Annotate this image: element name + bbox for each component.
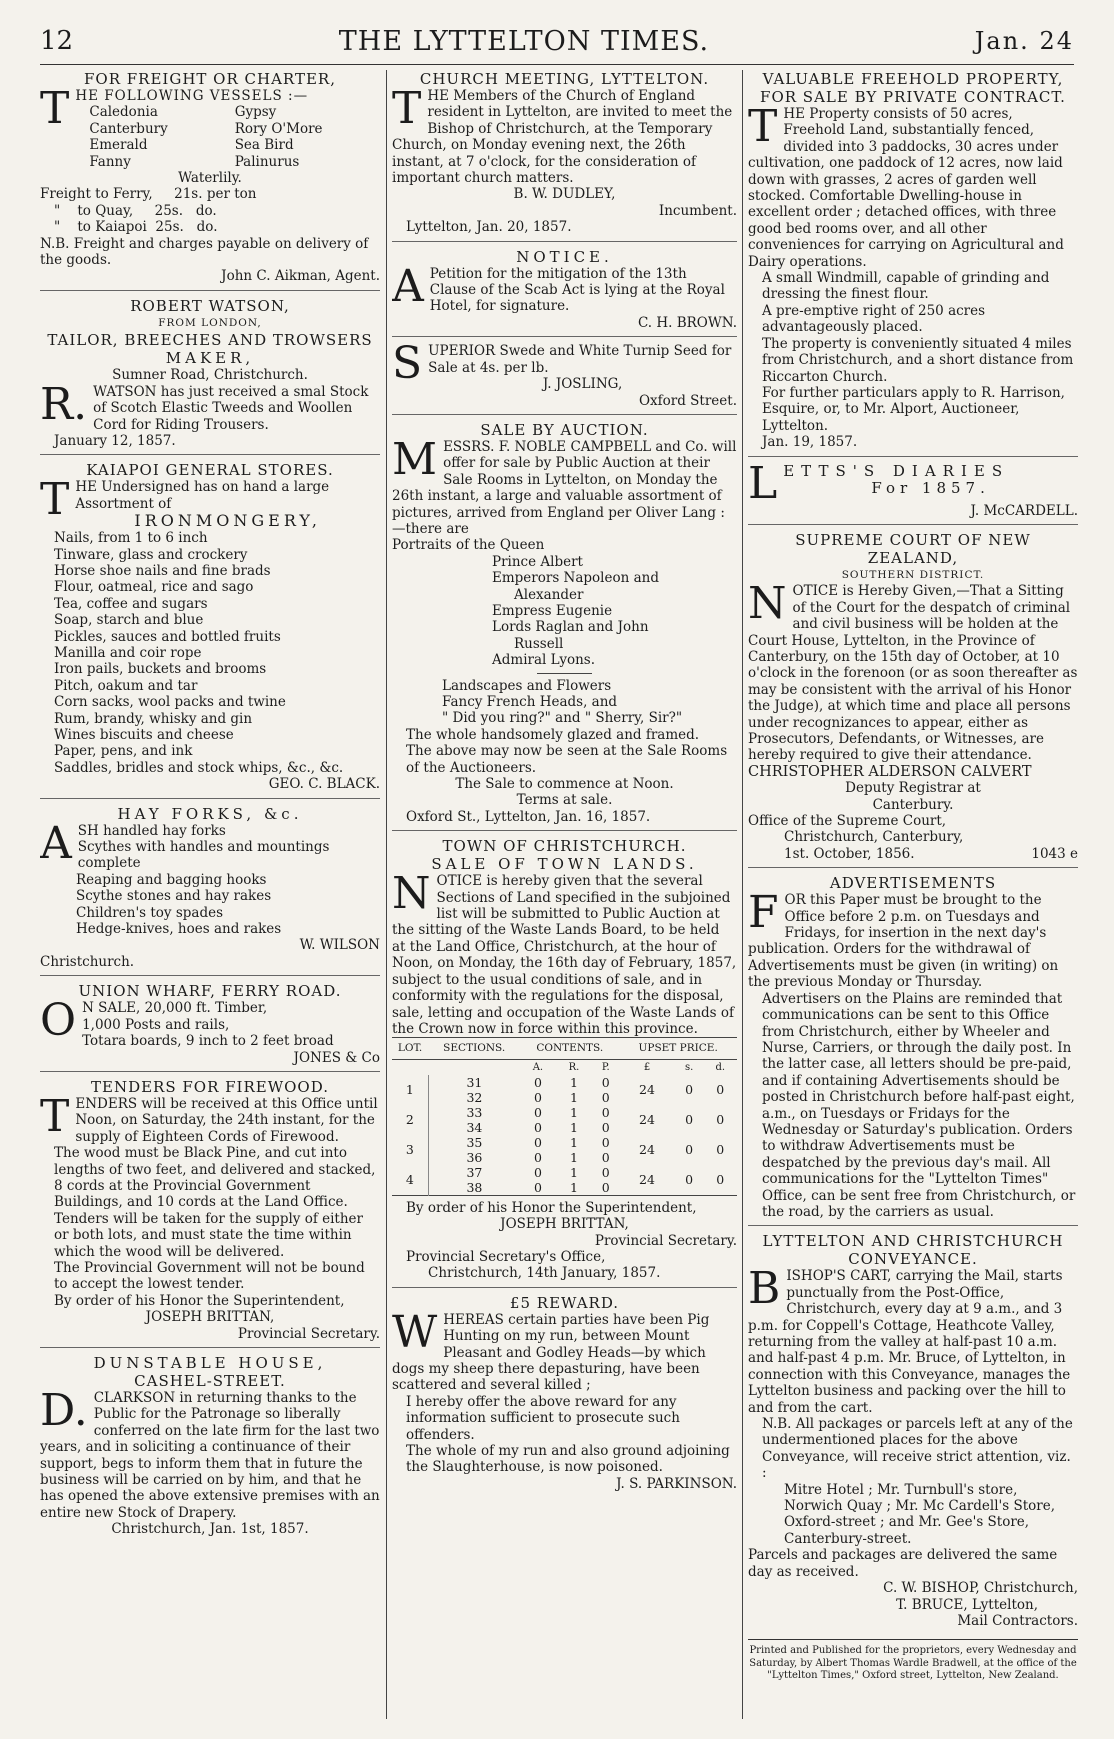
price-pounds: 24 [639,1112,655,1128]
date: 1st. October, 1856. [784,845,915,862]
acres: 0 [533,1164,542,1180]
list-item: Nails, from 1 to 6 inch [54,530,208,547]
vessel: Caledonia [89,104,158,121]
list-item: Emperors Napoleon and [492,570,659,587]
issue-date: Jan. 24 [974,27,1074,55]
lot-number: 2 [392,1105,428,1135]
acres: 0 [533,1179,542,1195]
list-item: Paper, pens, and ink [54,743,193,760]
section-number: 35 [466,1134,483,1150]
separator [748,524,1078,525]
freight-rate: Freight to Ferry, 21s. per ton [40,186,257,203]
table-header: LOT. [392,1038,428,1059]
separator [748,456,1078,457]
price-shillings: 0 [685,1172,694,1188]
ad-body: Tenders will be taken for the supply of either or both lots, and must state the time within which the wood will be delivered. [54,1210,363,1260]
ad-line: ETTS'S DIARIES [783,461,1010,480]
list-item: Pickles, sauces and bottled fruits [54,628,281,645]
separator [40,1347,380,1348]
imprint: Printed and Published for the proprietors, every Wednesday and Saturday, by Albert Thomas Wardle Bradwell, at the office of the "Lyttelton Times," Oxford street, Lyttelton, New Zealand. [748,1639,1078,1683]
ad-body: HE Members of the Church of England resident in Lyttelton, are invited to meet the Bishop of Christchurch, at the Temporary Church, on Monday evening next, the 26th instant, at 7 o'clock, for the consideration of important church matters. [392,88,733,187]
signature: JOSEPH BRITTAN, [145,1309,275,1326]
date: Christchurch, 14th January, 1857. [428,1265,661,1282]
acres: 0 [533,1134,542,1150]
ad-heading: LYTTELTON AND CHRISTCHURCH [762,1232,1064,1251]
drop-cap: F [748,887,779,939]
roods: 1 [569,1074,578,1090]
ad-reward [392,1294,737,1492]
ad-heading: UNION WHARF, FERRY ROAD. [78,982,342,1001]
ad-notice-scab-act [392,248,737,332]
signature: JONES & Co [293,1049,380,1066]
table-row [392,1165,737,1180]
ad-body: ESSRS. F. NOBLE CAMPBELL and Co. will offer for sale by Public Auction at their Sale Rooms in Lyttelton, on Monday the 26th instant, a large and valuable assortment of pictures, arrived from England per Oliver Lang :—there are [392,438,737,537]
drop-cap: N [392,868,431,920]
ad-body: A pre-emptive right of 250 acres advantageously placed. [762,302,986,336]
ad-heading: FOR SALE BY PRIVATE CONTRACT. [760,88,1066,106]
ad-heading: £5 REWARD. [509,1293,620,1312]
freight-rate: " to Quay, 25s. do. [54,202,217,219]
section-number: 31 [466,1074,483,1090]
list-item: Rum, brandy, whisky and gin [54,710,253,727]
price-pence: 0 [716,1142,725,1158]
signature: CHRISTOPHER ALDERSON CALVERT [748,763,1032,780]
separator [748,1225,1078,1226]
vessel: Palinurus [234,153,300,170]
price-shillings: 0 [685,1142,694,1158]
signature: J. JOSLING, [542,376,623,393]
drop-cap: N [748,578,787,630]
separator [537,673,592,674]
ad-heading: DUNSTABLE HOUSE, [93,1354,327,1372]
price-pence: 0 [716,1112,725,1128]
unit-label: P. [601,1061,610,1073]
drop-cap: W [392,1306,438,1358]
ad-heading: ADVERTISEMENTS [829,874,997,893]
ad-advertisements [748,874,1078,1220]
list-item: Russell [514,635,564,652]
list-item: Flour, oatmeal, rice and sago [54,579,254,596]
ad-body: Parcels and packages are delivered the same day as received. [748,1547,1058,1580]
ad-body: UPERIOR Swede and White Turnip Seed for Sale at 4s. per lb. [428,343,732,376]
ad-body: A small Windmill, capable of grinding and dressing the finest flour. [762,270,1050,303]
list-item: Lords Raglan and John [492,619,649,636]
signature: J. McCARDELL. [970,502,1078,519]
signature-title: Canterbury. [872,796,954,813]
separator [748,867,1078,868]
price-pence: 0 [716,1082,725,1098]
ad-union-wharf [40,982,380,1066]
list-item: Soap, starch and blue [54,612,204,629]
ad-freight [40,70,380,285]
separator [40,1071,380,1072]
price-shillings: 0 [685,1082,694,1098]
roods: 1 [569,1134,578,1150]
separator [40,290,380,291]
vessel: Waterlily. [178,170,242,187]
ad-body: I hereby offer the above reward for any information sufficient to prosecute such offenders. [406,1393,680,1443]
ad-body: The whole of my run and also ground adjoining the Slaughterhouse, is now poisoned. [406,1443,730,1476]
page-number: 12 [40,26,74,56]
list-item: Alexander [514,586,584,603]
list-item: Tinware, glass and crockery [54,546,248,563]
ad-body: Advertisers on the Plains are reminded that communications can be sent to this Office from Christchurch, either by Wheeler and Nurse, Carriers, or through the daily post. In the latter case, all letters should be pre-paid, and if containing Advertisements should be posted in Christchurch before half-past eight, a.m., on Tuesdays or Fridays for the Wednesday or Saturday's publication. Orders to withdraw Advertisements must be despatched by the previous day's mail. All communications for the "Lyttelton Times" Office, can be sent free from Christchurch, or the road, by the carriers as usual. [762,990,1076,1220]
drop-cap: B [748,1263,781,1315]
ad-body: For further particulars apply to R. Harrison, Esquire, or, to Mr. Alport, Auctioneer, Lyttelton. [762,384,1065,434]
vessel: Canterbury [89,120,168,137]
signature: J. S. PARKINSON. [616,1475,737,1492]
ad-body: ISHOP'S CART, carrying the Mail, starts punctually from the Post-Office, Christchurch, every day at 9 a.m., and 3 p.m. for Coppell's Cottage, Heathcote Valley, returning from the valley at half-past 10 a.m. and half-past 4 p.m. Mr. Bruce, of Lyttelton, in connection with this Conveyance, manages the Lyttelton business and packing over the hill to and from the cart. [748,1268,1071,1416]
ad-letts-diaries [748,457,1078,519]
list-item: Wines biscuits and cheese [54,727,234,743]
acres: 0 [533,1104,542,1120]
signature: C. H. BROWN. [637,314,737,331]
signature: C. W. BISHOP, Christchurch, [883,1580,1078,1597]
ad-body: Mitre Hotel ; Mr. Turnbull's store, Norwich Quay ; Mr. Mc Cardell's Store, Oxford-street ; and Mr. Gee's Store, Canterbury-street. [784,1481,1055,1547]
ad-body: The whole handsomely glazed and framed. [406,726,700,743]
place: Oxford Street. [638,392,737,409]
place: Christchurch. [40,953,135,970]
signature-title: Deputy Registrar at [845,780,981,797]
drop-cap: L [748,457,778,509]
perches: 0 [601,1164,610,1180]
goods-list [40,530,380,776]
ad-number: 1043 e [1031,845,1078,862]
price-pounds: 24 [639,1082,655,1098]
ad-subheading: FROM LONDON, [158,316,262,329]
roods: 1 [569,1179,578,1195]
list-item: Scythes with handles and mountings complete [77,839,330,872]
ad-body: The wood must be Black Pine, and cut into lengths of two feet, and delivered and stacked, 8 cords at the Provincial Government Buildings, and 10 cords at the Land Office. [54,1145,376,1211]
drop-cap: O [40,995,77,1047]
ad-sale-by-auction [392,421,737,825]
table-row [392,1075,737,1090]
ad-heading: SALE BY AUCTION. [480,420,649,439]
date: January 12, 1857. [54,432,176,449]
drop-cap: T [392,83,422,134]
ad-heading: FOR FREIGHT OR CHARTER, [84,70,336,88]
signature-title: Provincial Secretary. [594,1232,737,1249]
date: Oxford St., Lyttelton, Jan. 16, 1857. [406,808,651,825]
lot-number: 3 [392,1135,428,1165]
acres: 0 [533,1074,542,1090]
ad-heading: TOWN OF CHRISTCHURCH. [442,837,687,856]
drop-cap: M [392,433,438,485]
roods: 1 [569,1104,578,1120]
ad-freehold-property [748,70,1078,451]
section-number: 33 [466,1104,483,1120]
ad-heading: CONVEYANCE. [848,1250,978,1269]
picture-list [392,678,737,727]
separator [392,241,737,242]
ad-subheading: SOUTHERN DISTRICT. [841,568,985,581]
perches: 0 [601,1149,610,1165]
ad-heading: VALUABLE FREEHOLD PROPERTY, [762,70,1064,88]
perches: 0 [601,1104,610,1120]
unit-label: A. [532,1061,544,1073]
ad-body: CLARKSON in returning thanks to the Public for the Patronage so liberally conferred on the late firm for the last two years, and in soliciting a continuance of their support, begs to inform them that in future the business will be carried on by him, and that he has opened the above extensive premises with an entire new Stock of Drapery. [40,1390,380,1521]
section-number: 36 [466,1149,483,1165]
list-item: Empress Eugenie [492,602,613,619]
ad-heading: KAIAPOI GENERAL STORES. [86,461,334,480]
section-number: 34 [466,1119,483,1135]
ad-body: OR this Paper must be brought to the Office before 2 p.m. on Tuesdays and Fridays, for insertion in the next day's publication. Orders for the withdrawal of Advertisements must be given (in writing) on the previous Monday or Thursday. [748,892,1059,991]
list-item: Tea, coffee and sugars [54,595,208,612]
list-item: Hedge-knives, hoes and rakes [76,921,282,938]
drop-cap: T [40,83,70,134]
signature: John C. Aikman, Agent. [221,268,380,285]
ad-subheading: IRONMONGERY, [134,511,321,531]
acres: 0 [533,1149,542,1165]
separator [392,830,737,831]
lot-number: 4 [392,1165,428,1196]
column-3 [748,70,1078,1719]
list-item: Prince Albert [492,553,583,570]
ad-firewood-tenders [40,1078,380,1342]
perches: 0 [601,1134,610,1150]
signature-title: Incumbent. [658,202,737,219]
unit-label: d. [715,1061,726,1073]
ad-heading: MAKER, [165,349,255,368]
section-number: 37 [466,1164,483,1180]
perches: 0 [601,1074,610,1090]
signature: GEO. C. BLACK. [268,776,380,793]
ad-supreme-court [748,531,1078,862]
price-pounds: 24 [639,1142,655,1158]
signature: JOSEPH BRITTAN, [500,1216,629,1233]
signature: B. W. DUDLEY, [513,186,616,203]
separator [40,798,380,799]
list-item: " Did you ring?" and " Sherry, Sir?" [442,710,683,727]
ad-lead: SH handled hay forks [77,822,226,839]
section-number: 32 [466,1089,483,1105]
column-1 [40,70,380,1719]
ad-body: OTICE is hereby given that the several Sections of Land specified in the subjoined list will be submitted to Public Auction at the sitting of the Waste Lands Board, to be held at the Land Office, Christchurch, at the hour of Noon, on Monday, the 16th day of February, 1857, subject to the usual conditions of sale, and in conformity with the regulations for the disposal, sale, letting and occupation of the Waste Lands of the Crown now in force within this province. [392,873,737,1037]
column-rule [742,70,743,1719]
roods: 1 [569,1089,578,1105]
office: Provincial Secretary's Office, [406,1248,606,1265]
drop-cap: T [40,1090,70,1142]
table-header: UPSET PRICE. [619,1038,737,1059]
ad-body: The above may now be seen at the Sale Rooms of the Auctioneers. [406,743,728,776]
ad-body: The property is conveniently situated 4 miles from Christchurch, and a short distance from Riccarton Church. [762,335,1074,385]
ad-turnip-seed [392,338,737,409]
ad-heading: CHURCH MEETING, LYTTELTON. [419,70,710,88]
separator [40,975,380,976]
ad-hay-forks [40,805,380,971]
signature-title: Provincial Secretary. [237,1325,380,1342]
list-item: Children's toy spades [76,904,224,921]
drop-cap: S [392,338,423,390]
ad-body: N.B. All packages or parcels left at any of the undermentioned places for the above Conveyance, will receive strict attention, viz. : [762,1416,1073,1482]
vessel: Sea Bird [234,137,294,154]
table-row [392,1135,737,1150]
ad-conveyance [748,1232,1078,1629]
table-header: CONTENTS. [520,1038,619,1059]
ad-lead: HE FOLLOWING VESSELS :— [75,88,309,104]
ad-line: For 1857. [871,478,990,497]
list-item: Admiral Lyons. [492,652,596,669]
ad-church-meeting [392,70,737,236]
ad-line: 1,000 Posts and rails, [82,1016,230,1033]
vessel: Emerald [89,137,148,154]
ad-kaiapoi-stores [40,461,380,792]
ad-line: N SALE, 20,000 ft. Timber, [82,1000,268,1017]
ad-body: HE Property consists of 50 acres, Freehold Land, substantially fenced, divided into 3 paddocks, 30 acres under cultivation, one paddock of 12 acres, now laid down with grasses, 2 acres of garden well stocked. Comfortable Dwelling-house in excellent order ; detached offices, with three good bed rooms over, and all other conveniences for carrying on Agricultural and Dairy operations. [748,106,1064,270]
price-pence: 0 [716,1172,725,1188]
freight-note: N.B. Freight and charges payable on delivery of the goods. [40,235,369,269]
list-item: Fancy French Heads, and [442,694,618,710]
vessel: Fanny [89,153,131,170]
signature: T. BRUCE, Lyttelton, [896,1596,1038,1613]
list-item: Saddles, bridles and stock whips, &c., &c. [54,759,344,776]
drop-cap: D. [40,1385,88,1436]
vessel: Gypsy [234,104,277,121]
drop-cap: T [40,474,70,526]
signature-title: Mail Contractors. [957,1612,1078,1629]
perches: 0 [601,1089,610,1105]
ad-heading: NOTICE. [516,247,613,266]
table-row [392,1105,737,1120]
price-shillings: 0 [685,1112,694,1128]
ad-body: The Provincial Government will not be bound to accept the lowest tender. [54,1259,365,1293]
unit-label: s. [684,1061,694,1073]
ad-body: Petition for the mitigation of the 13th Clause of the Scab Act is lying at the Royal Hotel, for signature. [429,265,725,315]
table-header: SECTIONS. [428,1038,520,1059]
acres: 0 [533,1119,542,1135]
drop-cap: A [392,260,424,312]
ad-heading: TAILOR, BREECHES AND TROWSERS [47,331,373,350]
portrait-list [392,554,737,669]
goods-list [40,839,380,937]
list-item: Manilla and coir rope [54,644,202,661]
office: Office of the Supreme Court, [748,813,947,830]
separator [392,414,737,415]
column-rule [386,70,387,1719]
ad-line: Portraits of the Queen [392,537,545,554]
vessel: Rory O'More [234,120,323,137]
ad-subheading: CASHEL-STREET. [134,1372,286,1390]
separator [392,336,737,337]
newspaper-title: THE LYTTELTON TIMES. [338,25,710,57]
section-number: 38 [466,1179,483,1195]
ad-line: Totara boards, 9 inch to 2 feet broad [82,1033,334,1050]
separator [40,454,380,455]
list-item: Corn sacks, wool packs and twine [54,694,286,711]
date: Lyttelton, Jan. 20, 1857. [406,219,572,236]
vessel-list [75,104,380,170]
list-item: Landscapes and Flowers [442,677,612,694]
roods: 1 [569,1119,578,1135]
price-pounds: 24 [639,1172,655,1188]
acres: 0 [533,1089,542,1105]
ad-line: Terms at sale. [516,792,613,809]
perches: 0 [601,1119,610,1135]
date-line [748,846,1078,862]
ad-subheading: SALE OF TOWN LANDS. [431,855,698,874]
perches: 0 [601,1179,610,1195]
separator [392,1287,737,1288]
ad-heading: HAY FORKS, &c. [117,804,303,823]
ad-town-lands [392,837,737,1282]
ad-heading: TENDERS FOR FIREWOOD. [90,1077,329,1096]
ad-heading: SUPREME COURT OF NEW ZEALAND, [795,530,1031,567]
roods: 1 [569,1164,578,1180]
signature: W. WILSON [299,937,380,954]
lot-number: 1 [392,1075,428,1105]
roods: 1 [569,1149,578,1165]
ad-line: The Sale to commence at Noon. [455,776,674,793]
masthead [40,18,1074,65]
date: Christchurch, Jan. 1st, 1857. [111,1521,309,1538]
list-item: Horse shoe nails and fine brads [54,562,271,579]
ad-body: HEREAS certain parties have been Pig Hunting on my run, between Mount Pleasant and Godley Heads—by which dogs my sheep there depasturing, have been scattered and several killed ; [392,1311,710,1394]
place: Christchurch, Canterbury, [784,829,964,846]
drop-cap: A [40,817,72,869]
ad-dunstable-house [40,1354,380,1538]
freight-rate: " to Kaiapoi 25s. do. [54,219,218,236]
ad-line: By order of his Honor the Superintendent, [406,1199,697,1216]
ad-body: By order of his Honor the Superintendent, [54,1292,345,1309]
drop-cap: R. [40,378,88,430]
date: Jan. 19, 1857. [762,434,858,451]
ad-heading: ROBERT WATSON, [130,296,290,315]
drop-cap: T [748,101,778,152]
list-item: Iron pails, buckets and brooms [54,661,267,678]
ad-watson [40,297,380,449]
list-item: Pitch, oakum and tar [54,677,198,694]
unit-label: £ [643,1061,651,1073]
ad-body: OTICE is Hereby Given,—That a Sitting of the Court for the despatch of criminal and civil business will be holden at the Court House, Lyttelton, in the Province of Canterbury, on the 15th day of October, at 10 o'clock in the forenoon (or as soon thereafter as may be consistent with the arrival of his Honor the Judge), at which time and place all persons under recognizances to appear, either as Prosecutors, Defendants, or Witnesses, are hereby required to give their attendance. [748,583,1078,764]
ad-body: WATSON has just received a smal Stock of Scotch Elastic Tweeds and Woollen Cord for Riding Trousers. [93,383,369,433]
address: Sumner Road, Christchurch. [112,367,308,384]
list-item: Reaping and bagging hooks [76,871,267,888]
unit-label: R. [568,1061,580,1073]
ad-lead: HE Undersigned has on hand a large Assortment of [75,479,330,512]
column-2 [392,70,737,1719]
list-item: Scythe stones and hay rakes [76,888,272,905]
ad-body: ENDERS will be received at this Office until Noon, on Saturday, the 24th instant, for the supply of Eighteen Cords of Firewood. [75,1095,378,1145]
lots-table [392,1037,737,1195]
